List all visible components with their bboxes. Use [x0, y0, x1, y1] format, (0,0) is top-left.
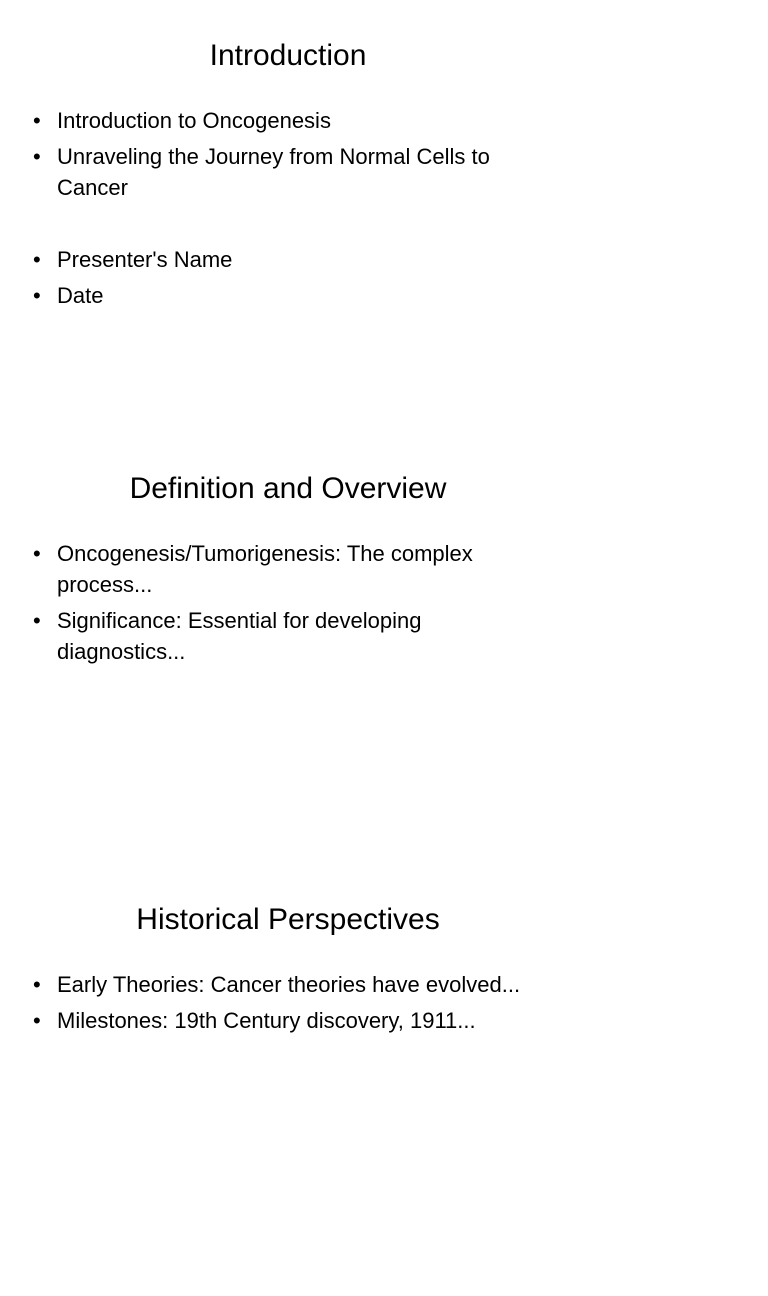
bullet-text: Early Theories: Cancer theories have evolved... — [57, 972, 521, 997]
list-item — [0, 244, 576, 275]
slide-historical-perspectives — [0, 864, 576, 1296]
slide-title: Definition and Overview — [129, 472, 447, 505]
slide-title: Introduction — [209, 39, 367, 72]
list-item — [0, 141, 576, 203]
slide-definition-overview — [0, 432, 576, 864]
list-item — [0, 280, 576, 311]
bullet-dot-icon: • — [33, 144, 41, 169]
list-spacer — [0, 208, 576, 244]
bullet-text: Date — [57, 283, 104, 308]
slide-introduction — [0, 0, 576, 432]
bullet-text: Presenter's Name — [57, 247, 233, 272]
list-item — [0, 1005, 576, 1036]
bullet-dot-icon: • — [33, 541, 41, 566]
list-item — [0, 538, 576, 600]
list-item — [0, 105, 576, 136]
bullet-dot-icon: • — [33, 972, 41, 997]
slide-title: Historical Perspectives — [136, 903, 440, 936]
bullet-text: Significance: Essential for developing diagnostics... — [57, 608, 422, 664]
bullet-text: Unraveling the Journey from Normal Cells to Cancer — [57, 144, 490, 200]
bullet-dot-icon: • — [33, 283, 41, 308]
bullet-dot-icon: • — [33, 247, 41, 272]
bullet-list — [0, 538, 576, 672]
list-item — [0, 969, 576, 1000]
list-item — [0, 605, 576, 667]
bullet-dot-icon: • — [33, 1008, 41, 1033]
bullet-text: Introduction to Oncogenesis — [57, 108, 331, 133]
bullet-list — [0, 105, 576, 316]
bullet-list — [0, 969, 576, 1041]
bullet-text: Oncogenesis/Tumorigenesis: The complex process... — [57, 541, 473, 597]
bullet-dot-icon: • — [33, 108, 41, 133]
bullet-dot-icon: • — [33, 608, 41, 633]
bullet-text: Milestones: 19th Century discovery, 1911... — [57, 1008, 476, 1033]
